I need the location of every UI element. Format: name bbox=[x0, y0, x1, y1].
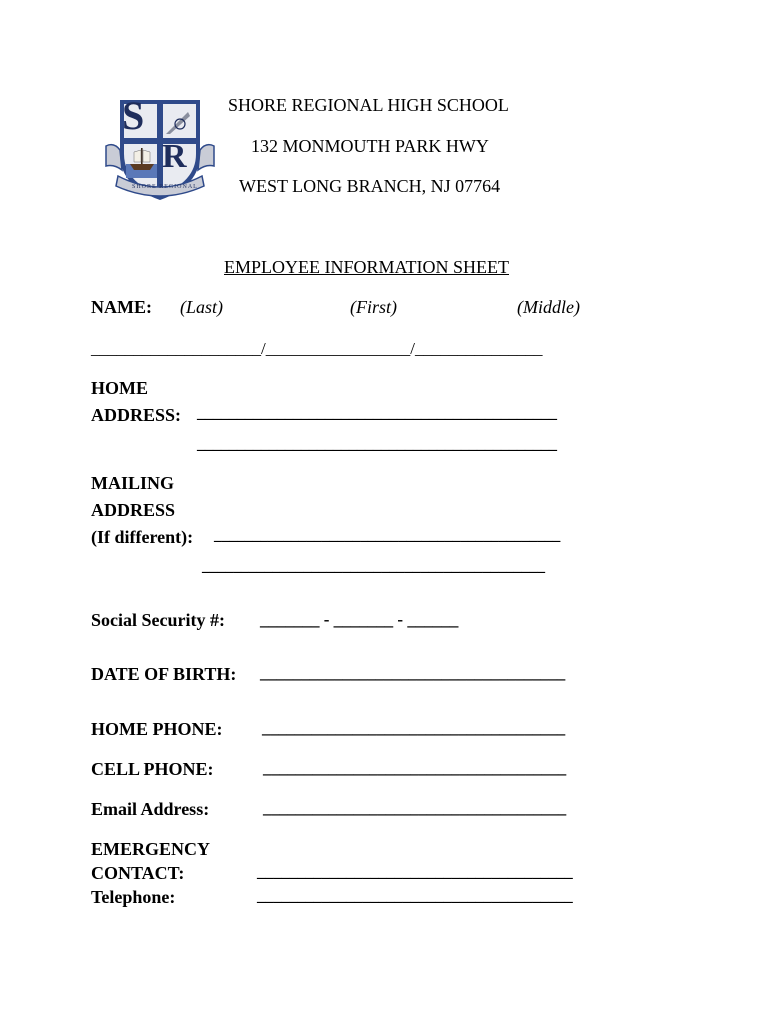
school-name: SHORE REGIONAL HIGH SCHOOL bbox=[228, 95, 509, 115]
crest-letter-r: R bbox=[162, 138, 187, 175]
school-street: 132 MONMOUTH PARK HWY bbox=[251, 136, 489, 156]
dob-field[interactable]: _____________________________________ bbox=[260, 663, 566, 682]
name-last-caption: (Last) bbox=[180, 297, 224, 317]
name-label: NAME: bbox=[91, 297, 152, 317]
mailing-address-field-2[interactable]: ____________________________________________ bbox=[202, 558, 546, 575]
name-middle-caption: (Middle) bbox=[517, 297, 580, 317]
emergency-telephone-field[interactable]: _______________________________________ bbox=[257, 887, 573, 905]
email-field[interactable]: _____________________________________ bbox=[263, 798, 567, 817]
crest-banner-text: SHORE REGIONAL bbox=[132, 184, 198, 190]
cell-phone-label: CELL PHONE: bbox=[91, 759, 214, 779]
emergency-contact-field[interactable]: _______________________________________ bbox=[257, 863, 573, 881]
form-title: EMPLOYEE INFORMATION SHEET bbox=[224, 257, 509, 277]
mailing-address-label-line3: (If different): bbox=[91, 527, 194, 547]
name-field[interactable]: ____________________/_________________/_______________ bbox=[91, 339, 543, 358]
home-address-field-1[interactable]: _____________________________________________ bbox=[197, 405, 557, 422]
name-first-caption: (First) bbox=[350, 297, 397, 317]
home-address-field-2[interactable]: _____________________________________________ bbox=[197, 436, 557, 453]
home-address-label-line1: HOME bbox=[91, 378, 148, 398]
mailing-address-field-1[interactable]: _____________________________________________ bbox=[214, 527, 561, 544]
emergency-label-line2: CONTACT: bbox=[91, 863, 185, 883]
dob-label: DATE OF BIRTH: bbox=[91, 664, 237, 684]
cell-phone-field[interactable]: _____________________________________ bbox=[263, 758, 567, 777]
home-phone-field[interactable]: _____________________________________ bbox=[262, 718, 566, 737]
home-address-label-line2: ADDRESS: bbox=[91, 405, 182, 425]
mailing-address-label-line1: MAILING bbox=[91, 473, 175, 493]
home-phone-label: HOME PHONE: bbox=[91, 719, 223, 739]
ssn-label: Social Security #: bbox=[91, 610, 225, 630]
mailing-address-label-line2: ADDRESS bbox=[91, 500, 176, 520]
email-label: Email Address: bbox=[91, 799, 210, 819]
crest-letter-s: S bbox=[122, 93, 145, 138]
emergency-label-line1: EMERGENCY bbox=[91, 839, 211, 859]
emergency-label-line3: Telephone: bbox=[91, 887, 176, 907]
school-city: WEST LONG BRANCH, NJ 07764 bbox=[239, 176, 501, 196]
ssn-field[interactable]: _______ - _______ - ______ bbox=[260, 610, 459, 629]
